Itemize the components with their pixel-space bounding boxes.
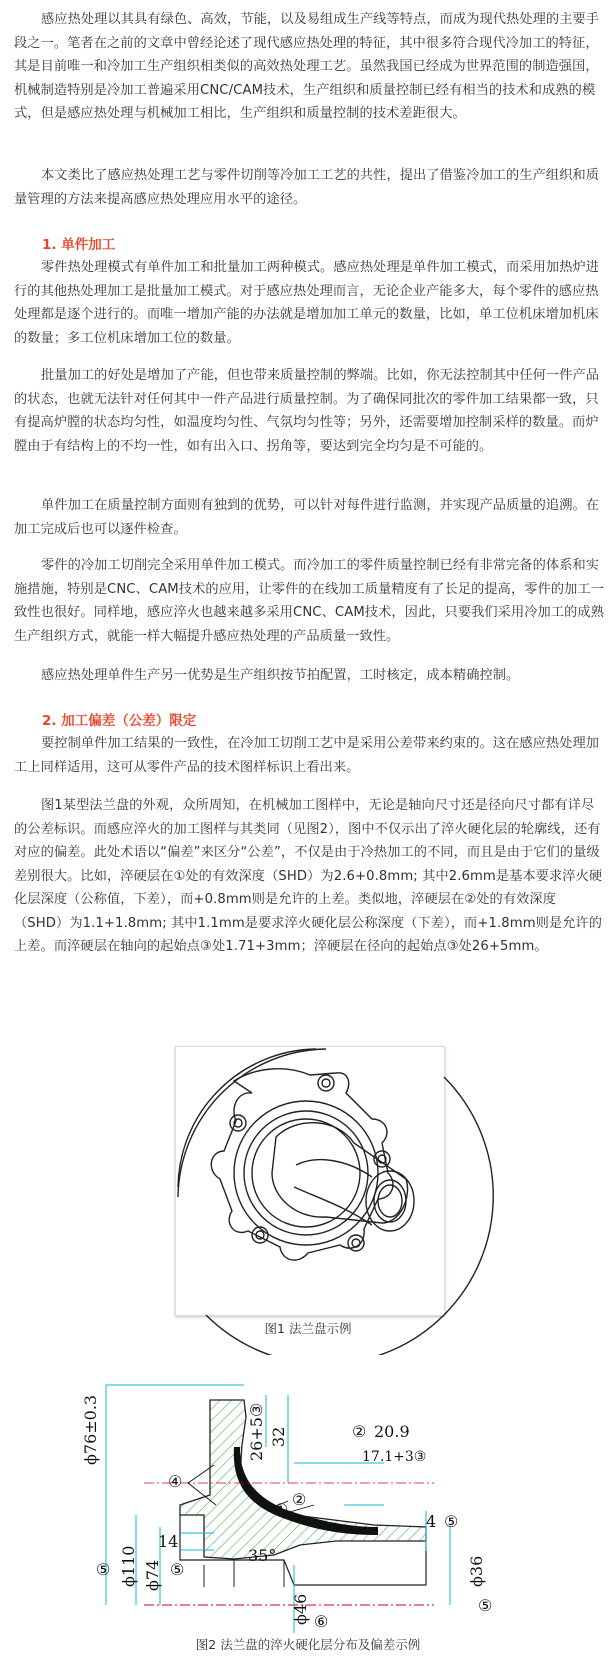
dim-d46: ϕ46 — [291, 1593, 310, 1625]
figure-hardening-diagram — [81, 1355, 536, 1633]
dim-20-9: 20.9 — [374, 1422, 410, 1441]
dim-17-1: 17.1+3③ — [362, 1449, 427, 1465]
flange-drawing — [176, 1047, 444, 1315]
heading-single-piece: 1. 单件加工 — [42, 237, 116, 253]
heading-tolerance: 2. 加工偏差（公差）限定 — [42, 713, 197, 729]
callout-1: ① — [274, 1500, 289, 1519]
callout-2: ② — [292, 1490, 307, 1509]
paragraph-summary: 本文类比了感应热处理工艺与零件切削等冷加工工艺的共性，提出了借鉴冷加工的生产组织和质量管理的方法来提高感应热处理应用水平的途径。 — [14, 168, 600, 207]
figure1-caption: 图1 法兰盘示例 — [264, 1321, 352, 1336]
dim-d76: ϕ76±0.3 — [81, 1394, 100, 1465]
dim-4: 4 — [426, 1512, 437, 1531]
callout-6: ⑥ — [314, 1612, 329, 1631]
callout-4: ④ — [168, 1472, 183, 1491]
paragraph-tolerance: 要控制单件加工结果的一致性，在冷加工切削工艺中是采用公差带来约束的。这在感应热处理加工上同样适用，这可从零件产品的技术图样标识上看出来。 — [14, 736, 600, 775]
dim-d36: ϕ36 — [467, 1555, 486, 1587]
figure2-caption: 图2 法兰盘的淬火硬化层分布及偏差示例 — [195, 1637, 421, 1652]
figure-flange-photo — [175, 1046, 445, 1316]
paragraph-quality: 单件加工在质量控制方面则有独到的优势，可以针对每件进行监测，并实现产品质量的追溯。在加工完成后也可以逐件检查。 — [14, 498, 600, 537]
dim-14: 14 — [158, 1532, 179, 1551]
callout-5-mid: ⑤ — [170, 1560, 185, 1579]
paragraph-takt: 感应热处理单件生产另一优势是生产组织按节拍配置，工时核定，成本精确控制。 — [41, 668, 520, 683]
dim-32: 32 — [269, 1426, 288, 1447]
paragraph-intro: 感应热处理以其具有绿色、高效，节能，以及易组成生产线等特点，而成为现代热处理的主要手段之一。笔者在之前的文章中曾经论述了现代感应热处理的特征，其中很多符合现代冷加工的特征，其是目前唯一和冷加工生产组织相类似的高效热处理工艺。虽然我国已经成为世界范围的制造强国，机械制造特别是冷加工普遍采用CNC/CAM技术，生产组织和质量控制已经有相当的技术和成熟的模式，但是感应热处理与机械加工相比，生产组织和质量控制的技术差距很大。 — [14, 12, 600, 121]
dim-d74: ϕ74 — [143, 1559, 162, 1591]
callout-5-lower: ⑤ — [478, 1596, 493, 1615]
paragraph-single-piece: 零件热处理模式有单件加工和批量加工两种模式。感应热处理是单件加工模式，而采用加热炉进行的其他热处理加工是批量加工模式。对于感应热处理而言，无论企业产能多大，每个零件的感应热处理都是逐个进行的。而唯一增加产能的办法就是增加加工单元的数量，比如，单工位机床增加机床的数量；多工位机床增加工位的数量。 — [14, 260, 600, 346]
dim-d110: ϕ110 — [119, 1545, 138, 1587]
callout-2-upper: ② — [352, 1422, 367, 1441]
callout-5-left: ⑤ — [96, 1560, 111, 1579]
dim-angle: 35° — [248, 1546, 277, 1565]
paragraph-figure-desc: 图1某型法兰盘的外观，众所周知，在机械加工图样中，无论是轴向尺寸还是径向尺寸都有详尽的公差标识。而感应淬火的加工图样与其类同（见图2），图中不仅示出了淬火硬化层的轮廓线，还有对应的偏差。此处术语以“偏差”来区分“公差”，不仅是由于冷热加工的不同，而且是由于它们的量级差别很大。比如，淬硬层在①处的有效深度（SHD）为2.6+0.8mm; 其中2.6mm是基本要求淬火硬化层深度（公称值，下差），而+0.8mm则是允许的上差。类似地，淬硬层在②处的有效深度（SHD）为1.1+1.8mm; 其中1.1mm是要求淬火硬化层公称深度（下差），而+1.8mm则是允许的上差。而淬硬层在轴向的起始点③处1.71+3mm；淬硬层在径向的起始点③处26+5mm。 — [14, 798, 603, 954]
paragraph-cold-work: 零件的冷加工切削完全采用单件加工模式。而冷加工的零件质量控制已经有非常完备的体系和实施措施，特别是CNC、CAM技术的应用，让零件的在线加工质量精度有了长足的提高，零件的加工一致性也很好。同样地，感应淬火也越来越多采用CNC、CAM技术，因此，只要我们采用冷加工的成熟生产组织方式，就能一样大幅提升感应热处理的产品质量一致性。 — [14, 558, 604, 644]
hardening-diagram — [81, 1355, 536, 1633]
callout-5-right: ⑤ — [444, 1512, 459, 1531]
dim-26: 26+5③ — [247, 1402, 266, 1461]
paragraph-batch: 批量加工的好处是增加了产能，但也带来质量控制的弊端。比如，你无法控制其中任何一件产品的状态，也就无法针对任何其中一件产品进行质量控制。为了确保同批次的零件加工结果都一致，只有提高炉膛的状态均匀性，如温度均匀性、气氛均匀性等；另外，还需要增加控制采样的数量。而炉膛由于有结构上的不均一性，如有出入口、拐角等，要达到完全均匀是不可能的。 — [14, 368, 600, 454]
